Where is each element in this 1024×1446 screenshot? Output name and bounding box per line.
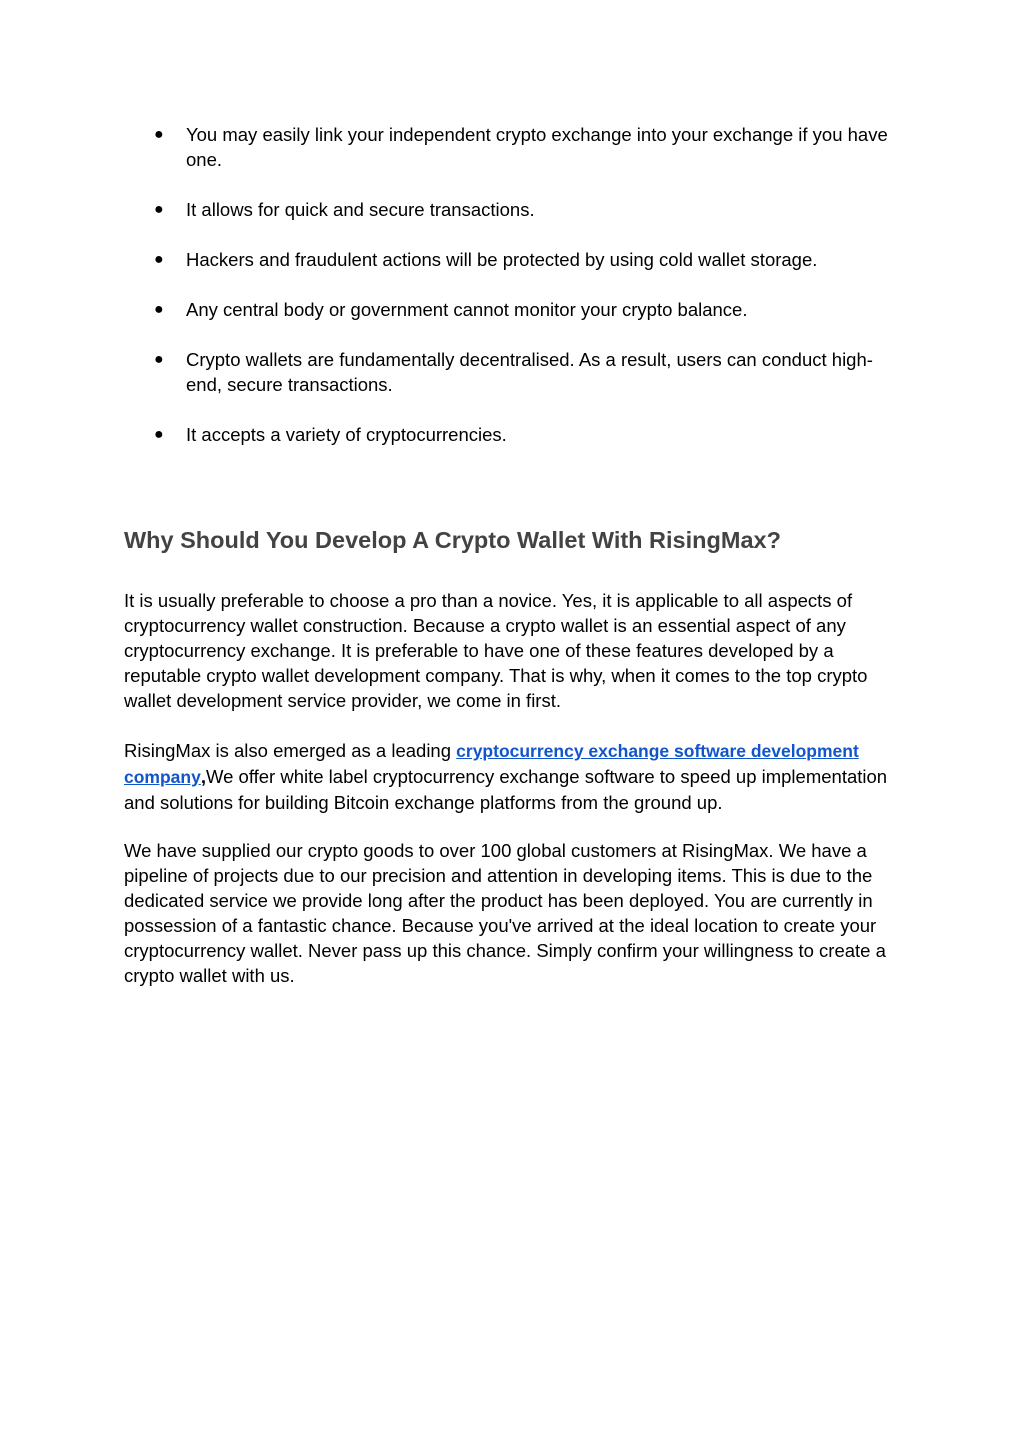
bullet-text: Hackers and fraudulent actions will be protected by using cold wallet storage. xyxy=(186,249,818,270)
bullet-item xyxy=(124,422,904,447)
intro-paragraph: It is usually preferable to choose a pro than a novice. Yes, it is applicable to all aspects of cryptocurrency wallet construction. Because a crypto wallet is an essential aspect of any cryptocurrency exchange. It is preferable to have one of these features developed by a reputable crypto wallet development company. That is why, when it comes to the top crypto wallet development service provider, we come in first. xyxy=(124,590,868,711)
bullet-text: Crypto wallets are fundamentally decentralised. As a result, users can conduct high-end, secure transactions. xyxy=(186,349,873,395)
exchange-paragraph xyxy=(124,738,904,815)
section-heading: Why Should You Develop A Crypto Wallet With RisingMax? xyxy=(124,527,781,553)
bullet-item xyxy=(124,247,904,272)
bullet-marker: ● xyxy=(154,201,164,218)
feature-bullet-list xyxy=(124,122,904,472)
bullet-item xyxy=(124,197,904,222)
bullet-marker: ● xyxy=(154,426,164,443)
bullet-item xyxy=(124,122,904,172)
customers-paragraph: We have supplied our crypto goods to over 100 global customers at RisingMax. We have a pipeline of projects due to our precision and attention in developing items. This is due to the dedicated service we provide long after the product has been deployed. You are currently in possession of a fantastic chance. Because you've arrived at the ideal location to create your cryptocurrency wallet. Never pass up this chance. Simply confirm your willingness to create a crypto wallet with us. xyxy=(124,840,886,986)
bullet-text: It accepts a variety of cryptocurrencies. xyxy=(186,424,507,445)
bullet-item xyxy=(124,297,904,322)
bullet-marker: ● xyxy=(154,301,164,318)
paragraph-text-after-link: We offer white label cryptocurrency exchange software to speed up implementation and solutions for building Bitcoin exchange platforms from the ground up. xyxy=(124,766,888,813)
bullet-marker: ● xyxy=(154,351,164,368)
bullet-item xyxy=(124,347,904,397)
bullet-text: You may easily link your independent crypto exchange into your exchange if you have one. xyxy=(186,124,888,170)
bullet-text: It allows for quick and secure transactions. xyxy=(186,199,535,220)
bullet-marker: ● xyxy=(154,126,164,143)
bullet-text: Any central body or government cannot monitor your crypto balance. xyxy=(186,299,748,320)
link-comma: , xyxy=(200,766,206,787)
paragraph-text-before-link: RisingMax is also emerged as a leading xyxy=(124,740,457,761)
exchange-software-link[interactable]: cryptocurrency exchange software development company xyxy=(124,741,859,787)
bullet-marker: ● xyxy=(154,251,164,268)
